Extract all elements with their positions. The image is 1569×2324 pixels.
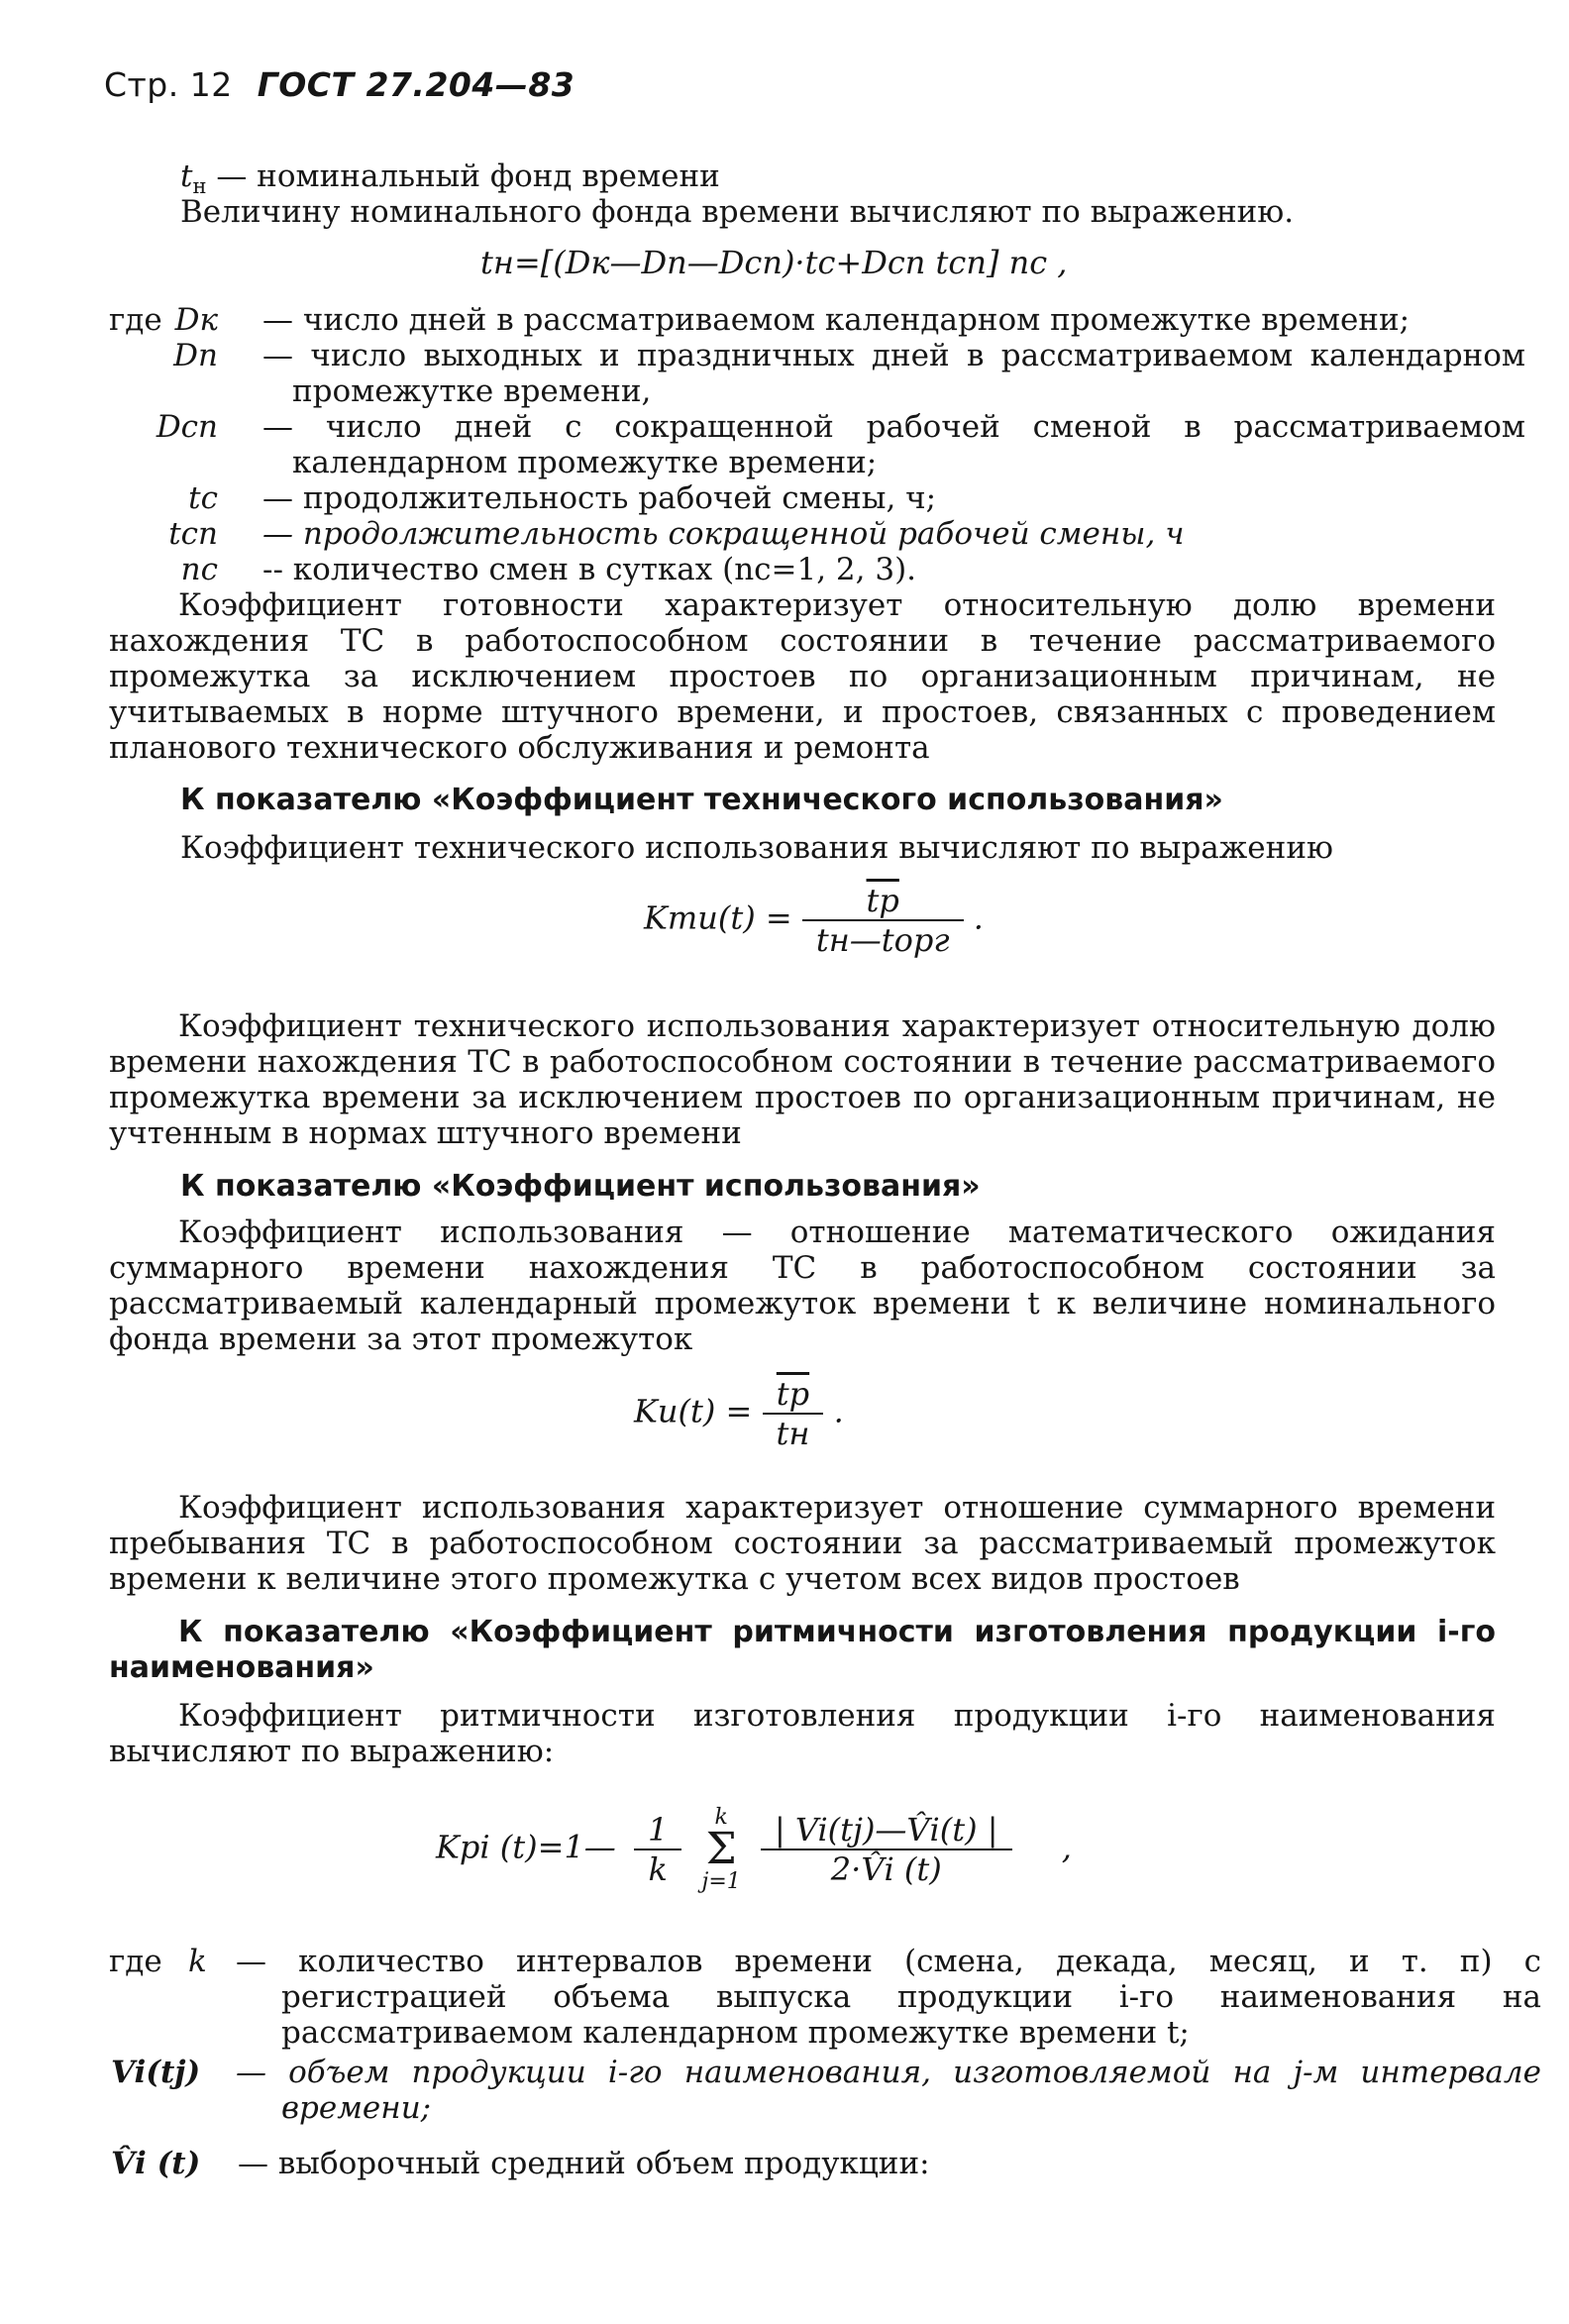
def-dp: — число выходных и праздничных дней в рассматриваемом календарном промежутке времени, <box>262 338 1525 409</box>
formula-kti-lhs: Kти(t) = <box>644 898 792 937</box>
def-dk: — число дней в рассматриваемом календарном промежутке времени; <box>262 302 1411 338</box>
heading-ki: К показателю «Коэффициент использования» <box>180 1169 981 1204</box>
sym-dsp: Dсп <box>156 409 218 445</box>
sym-dp: Dп <box>173 338 218 373</box>
def-tc: — продолжительность рабочей смены, ч; <box>262 480 937 516</box>
formula-ki-denominator: tн <box>776 1415 810 1452</box>
formula-kti <box>644 882 984 959</box>
sym-vi-hat: V̂i (t) <box>111 2146 201 2181</box>
page-header <box>104 65 575 104</box>
formula-kr-frac1 <box>634 1811 681 1888</box>
formula-kti-denominator: tн—tорг <box>815 921 950 959</box>
def-k: — количество интервалов времени (смена, декада, месяц, и т. п) с регистрацией объема выпуска продукции i-го наименования на рассматриваемом календарном промежутке времени t; <box>236 1944 1541 2051</box>
formula-kr-denominator: 2·V̂i (t) <box>830 1850 942 1888</box>
heading-kti: К показателю «Коэффициент технического использования» <box>180 783 1223 817</box>
kr-intro: Коэффициент ритмичности изготовления продукции i-го наименования вычисляют по выражению: <box>109 1698 1496 1769</box>
def-dsp: — число дней с сокращенной рабочей сменой в рассматриваемом календарном промежутке времени; <box>262 409 1525 480</box>
sym-nc: nс <box>180 552 218 587</box>
sym-tsp: tсп <box>168 516 218 552</box>
ki-intro: Коэффициент использования — отношение математического ожидания суммарного времени нахождения ТС в работоспособном состоянии за рассматриваемый календарный промежуток времени t к величине номинального фонда времени за этот промежуток <box>109 1215 1496 1357</box>
formula-kr-sum-bottom: j=1 <box>701 1869 741 1894</box>
sym-vi-tj: Vi(tj) <box>111 2055 201 2090</box>
def-vi-tj: — объем продукции i-го наименования, изготовляемой на j-м интервале времени; <box>236 2055 1541 2126</box>
heading-kr: К показателю «Коэффициент ритмичности изготовления продукции i-го наименования» <box>109 1615 1496 1685</box>
formula-kr <box>436 1805 1072 1894</box>
tn-definition: $t_н$ — номинальный фонд времени <box>180 158 720 199</box>
sym-tc: tс <box>188 480 218 516</box>
formula-kr-sum-top: k <box>714 1805 728 1830</box>
sym-dk: Dк <box>174 302 218 338</box>
formula-kr-sum-symbol: Σ <box>705 1824 737 1874</box>
def-vi-hat: — выборочный средний объем продукции: <box>238 2146 930 2181</box>
formula-ki <box>634 1375 844 1452</box>
formula-tn: tн=[(Dк—Dп—Dсп)·tс+Dсп tсп] nс , <box>480 244 1068 281</box>
standard-code: ГОСТ 27.204—83 <box>257 65 575 104</box>
where-label-2: где <box>109 1944 162 1979</box>
kti-intro: Коэффициент технического использования вычисляют по выражению <box>180 830 1333 866</box>
formula-ki-lhs: Kи(t) = <box>634 1392 753 1430</box>
formula-kr-numerator: | Vi(tj)—V̂i(t) | <box>761 1811 1012 1850</box>
sym-k: k <box>188 1944 207 1979</box>
formula-kr-sum <box>702 1805 741 1894</box>
where-label-1: где <box>109 302 162 338</box>
tn-intro: Величину номинального фонда времени вычисляют по выражению. <box>180 194 1295 230</box>
formula-kr-main-fraction <box>761 1811 1012 1888</box>
formula-kti-fraction <box>802 882 964 959</box>
formula-ki-numerator: tр <box>763 1375 824 1415</box>
def-nc: -- количество смен в сутках (nс=1, 2, 3). <box>262 552 917 587</box>
tn-definition-text: — номинальный фонд времени <box>216 158 720 194</box>
formula-ki-fraction <box>763 1375 824 1452</box>
formula-kr-tail: , <box>1061 1828 1072 1866</box>
formula-ki-tail: . <box>833 1392 844 1430</box>
paragraph-ki: Коэффициент использования характеризует отношение суммарного времени пребывания ТС в работоспособном состоянии за рассматриваемый промежуток времени к величине этого промежутка с учетом всех видов простоев <box>109 1490 1496 1597</box>
formula-kr-lhs: Kрi (t)=1— <box>436 1828 616 1866</box>
paragraph-kg: Коэффициент готовности характеризует относительную долю времени нахождения ТС в работоспособном состоянии в течение рассматриваемого промежутка за исключением простоев по организационным причинам, не учитываемых в норме штучного времени, и простоев, связанных с проведением планового технического обслуживания и ремонта <box>109 587 1496 766</box>
formula-kti-tail: . <box>973 898 984 937</box>
paragraph-kti: Коэффициент технического использования характеризует относительную долю времени нахождения ТС в работоспособном состоянии в течение рассматриваемого промежутка времени за исключением простоев по организационным причинам, не учтенным в нормах штучного времени <box>109 1008 1496 1151</box>
formula-kti-numerator: tр <box>802 882 964 921</box>
def-tsp: — продолжительность сокращенной рабочей смены, ч <box>262 516 1185 552</box>
formula-kr-frac1-den: k <box>648 1850 668 1888</box>
formula-kr-frac1-num: 1 <box>634 1811 681 1850</box>
page-number: Стр. 12 <box>104 65 233 104</box>
